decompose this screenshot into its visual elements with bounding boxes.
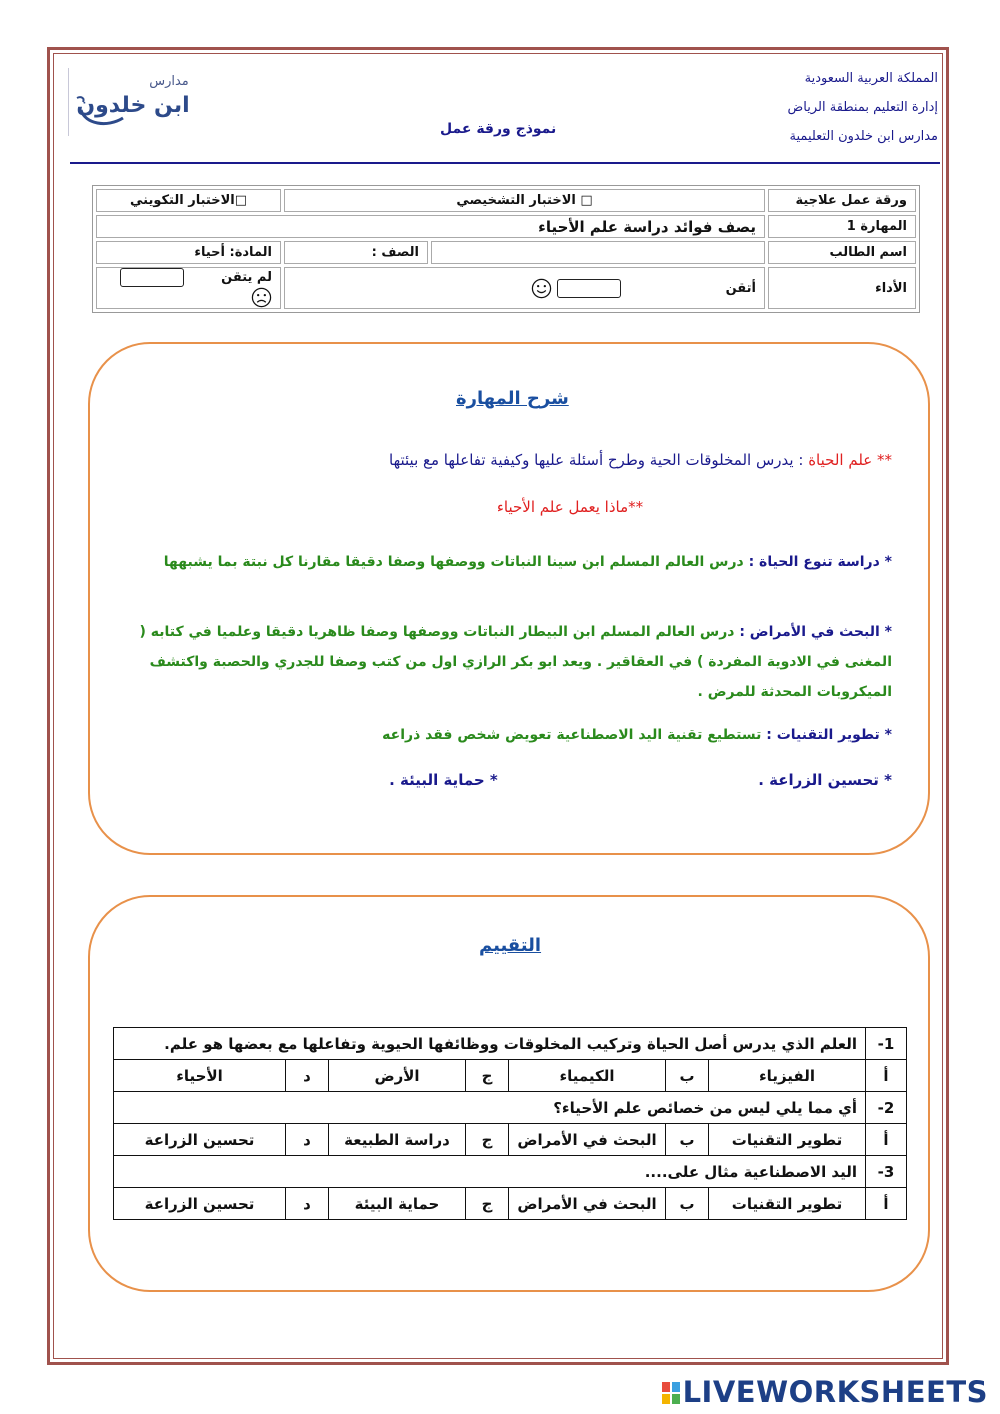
- liveworksheets-brand[interactable]: [662, 1375, 988, 1409]
- option-answer[interactable]: حماية البيئة: [329, 1188, 466, 1220]
- option-letter: ب: [666, 1188, 709, 1220]
- student-name-label: اسم الطالب: [768, 241, 916, 264]
- question-text: العلم الذي يدرس أصل الحياة وتركيب المخلوقات ووظائفها الحيوية وتفاعلها مع بعضها هو علم.: [114, 1028, 866, 1060]
- diagnostic-test-option[interactable]: □ الاختبار التشخيصي: [284, 189, 765, 212]
- question-number: 1-: [866, 1028, 907, 1060]
- option-answer[interactable]: الكيمياء: [509, 1060, 666, 1092]
- skill-number-label: المهارة 1: [768, 215, 916, 238]
- biology-definition: ** علم الحياة : يدرس المخلوقات الحية وطرح أسئلة عليها وكيفية تفاعلها مع بيئتها: [389, 451, 892, 469]
- option-letter: د: [286, 1060, 329, 1092]
- options-row: [114, 1060, 907, 1092]
- option-answer[interactable]: البحث في الأمراض: [509, 1188, 666, 1220]
- option-answer[interactable]: تحسين الزراعة: [114, 1124, 286, 1156]
- worksheet-type-label: ورقة عمل علاجية: [768, 189, 916, 212]
- option-answer[interactable]: الأرض: [329, 1060, 466, 1092]
- option-answer[interactable]: تحسين الزراعة: [114, 1188, 286, 1220]
- question-number: 2-: [866, 1092, 907, 1124]
- header-organization: [788, 64, 938, 151]
- worksheet-template-title: نموذج ورقة عمل: [440, 121, 557, 137]
- option-answer[interactable]: تطوير التقنيات: [709, 1124, 866, 1156]
- assessment-questions-table: [113, 1027, 907, 1220]
- question-row: [114, 1028, 907, 1060]
- option-letter: أ: [866, 1060, 907, 1092]
- option-letter: د: [286, 1188, 329, 1220]
- question-row: [114, 1156, 907, 1188]
- question-text: أي مما يلي ليس من خصائص علم الأحياء؟: [114, 1092, 866, 1124]
- point-diversity: * دراسة تنوع الحياة : درس العالم المسلم ابن سينا النباتات ووصفها وصفا دقيقا مقارنا كل نبتة بما يشبهها: [163, 554, 892, 570]
- question-row: [114, 1092, 907, 1124]
- header-divider: [70, 162, 940, 164]
- header-line-2: إدارة التعليم بمنطقة الرياض: [787, 100, 938, 115]
- mastered-box[interactable]: [557, 279, 621, 298]
- header-line-1: المملكة العربية السعودية: [804, 71, 938, 86]
- options-row: [114, 1124, 907, 1156]
- liveworksheets-brand-text: LIVEWORKSHEETS: [682, 1375, 988, 1409]
- sad-face-icon: [251, 287, 272, 308]
- skill-explanation-title: شرح المهارة: [456, 388, 569, 409]
- student-name-field[interactable]: [431, 241, 765, 264]
- question-number: 3-: [866, 1156, 907, 1188]
- point-agriculture-environment: * تحسين الزراعة . * حماية البيئة .: [389, 771, 892, 789]
- option-letter: ج: [466, 1188, 509, 1220]
- assessment-title: التقييم: [479, 935, 542, 956]
- subject-label: المادة: أحياء: [96, 241, 281, 264]
- worksheet-info-table: [92, 185, 920, 313]
- option-answer[interactable]: تطوير التقنيات: [709, 1188, 866, 1220]
- option-answer[interactable]: دراسة الطبيعة: [329, 1124, 466, 1156]
- not-mastered-box[interactable]: [120, 268, 184, 287]
- option-answer[interactable]: البحث في الأمراض: [509, 1124, 666, 1156]
- happy-face-icon: [531, 278, 552, 299]
- class-label: الصف :: [284, 241, 428, 264]
- question-text: اليد الاصطناعية مثال على....: [114, 1156, 866, 1188]
- school-logo: [68, 68, 201, 136]
- point-technology: * تطوير التقنيات : تستطيع تقنية اليد الاصطناعية تعويض شخص فقد ذراعه: [382, 727, 892, 743]
- option-answer[interactable]: الفيزياء: [709, 1060, 866, 1092]
- option-letter: ب: [666, 1060, 709, 1092]
- options-row: [114, 1188, 907, 1220]
- mastered-label: أتقن: [725, 280, 756, 296]
- logo-top-text: مدارس: [149, 74, 189, 89]
- option-letter: د: [286, 1124, 329, 1156]
- option-letter: أ: [866, 1124, 907, 1156]
- option-letter: أ: [866, 1188, 907, 1220]
- point-diseases: * البحث في الأمراض : درس العالم المسلم ابن البيطار النباتات ووصفها وصفا ظاهريا دقيقا وعلميا في كتابه ( المغنى في الادوية المفردة ) في العقاقير . ويعد ابو بكر الرازي اول من كتب وصفا للجدري والحصبة واكتشف الميكروبات المحدثة للمرض .: [139, 624, 892, 700]
- option-answer[interactable]: الأحياء: [114, 1060, 286, 1092]
- liveworksheets-logo-icon: [662, 1382, 680, 1404]
- what-biology-does: **ماذا يعمل علم الأحياء: [496, 498, 644, 516]
- header-line-3: مدارس ابن خلدون التعليمية: [789, 129, 938, 144]
- option-letter: ب: [666, 1124, 709, 1156]
- logo-main-text: ابن خلدون: [76, 93, 190, 118]
- not-mastered-label: لم يتقن: [221, 270, 272, 285]
- option-letter: ج: [466, 1124, 509, 1156]
- performance-label: الأداء: [768, 267, 916, 309]
- option-letter: ج: [466, 1060, 509, 1092]
- skill-description: يصف فوائد دراسة علم الأحياء: [96, 215, 765, 238]
- formative-test-option[interactable]: □الاختبار التكويني: [96, 189, 281, 212]
